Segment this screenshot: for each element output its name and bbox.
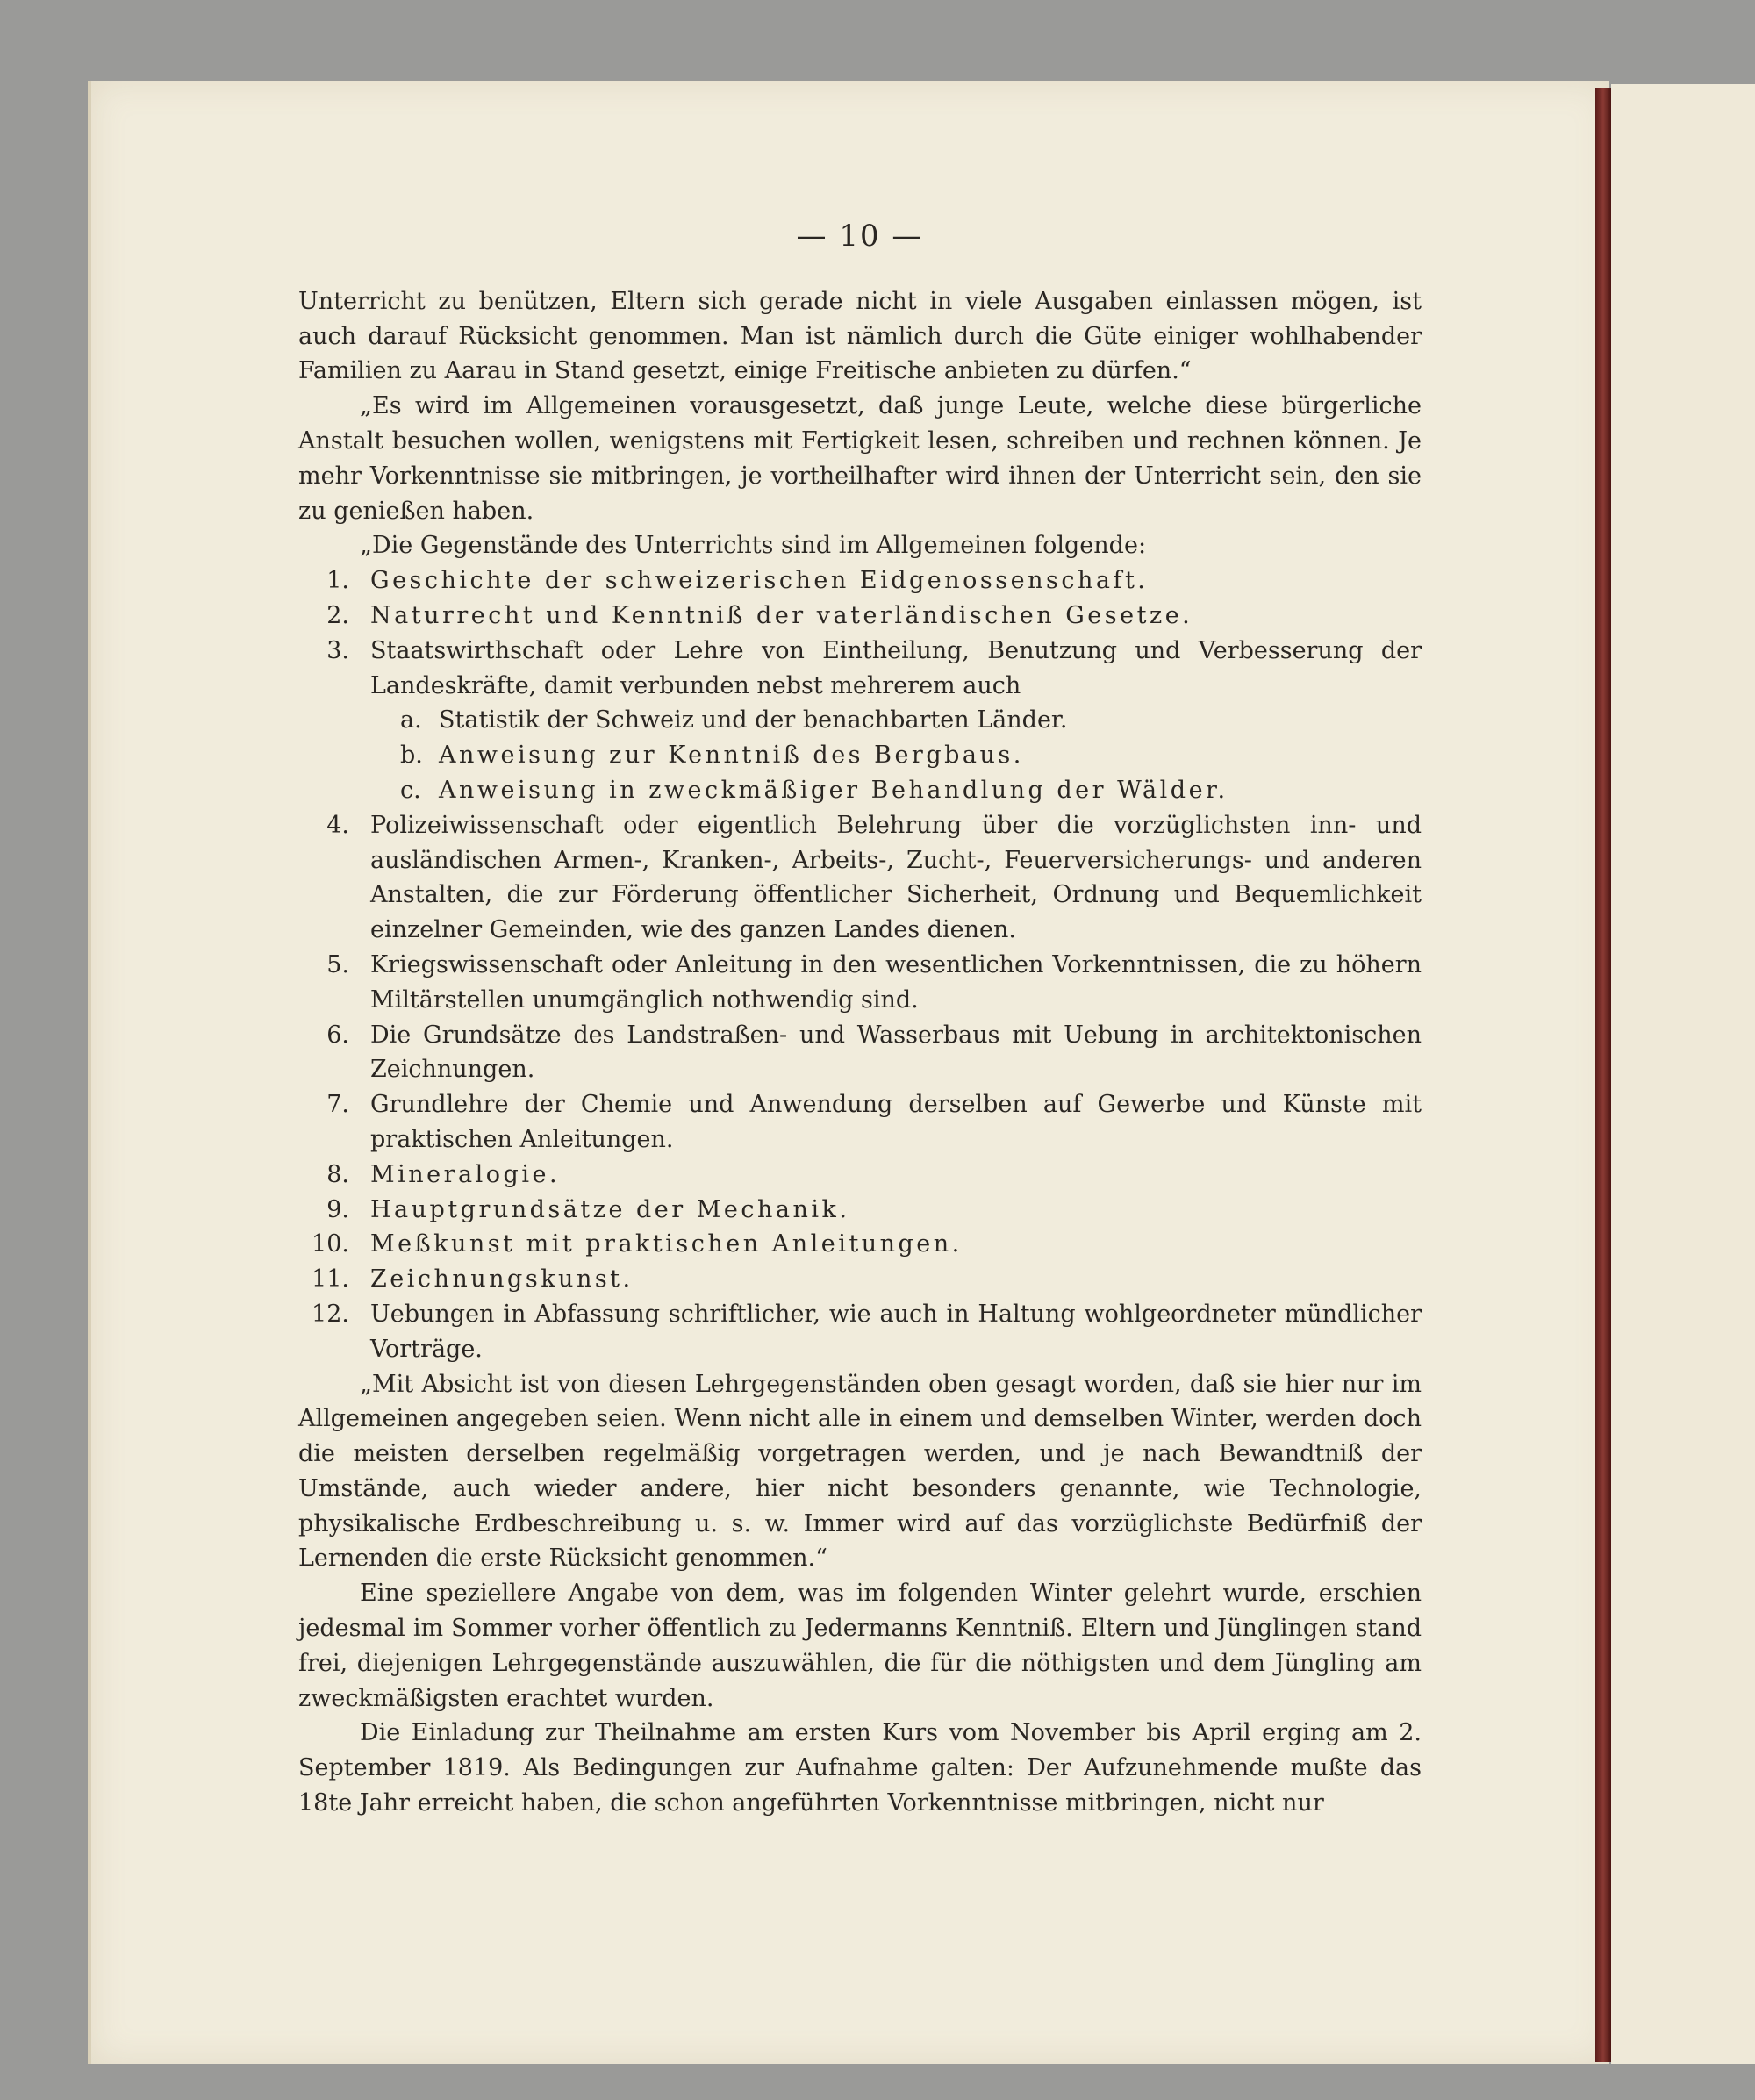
list-item xyxy=(298,1018,1422,1088)
sub-list-text: Statistik der Schweiz und der benachbarten Länder. xyxy=(439,706,1068,735)
list-number: 3. xyxy=(326,636,349,664)
page-content xyxy=(298,219,1422,1821)
sub-list-item xyxy=(298,703,1422,738)
list-item xyxy=(298,1087,1422,1158)
list-item xyxy=(298,1297,1422,1367)
list-text: Mineralogie. xyxy=(370,1160,561,1188)
list-item xyxy=(298,1227,1422,1262)
list-text: Uebungen in Abfassung schriftlicher, wie auch in Haltung wohlgeordneter mündlicher Vorträge. xyxy=(370,1300,1422,1363)
list-number: 2. xyxy=(326,601,349,629)
sub-list-text: Anweisung in zweckmäßiger Behandlung der Wälder. xyxy=(439,776,1228,804)
sub-list-item xyxy=(298,738,1422,773)
paragraph: Unterricht zu benützen, Eltern sich gerade nicht in viele Ausgaben einlassen mögen, ist auch darauf Rücksicht genommen. Man ist nämlich durch die Güte einiger wohlhabender Familien zu Aarau in Stand gesetzt, einige Freitische anbieten zu dürfen.“ xyxy=(298,287,1422,385)
list-number: 4. xyxy=(326,811,349,839)
paragraph: „Mit Absicht ist von diesen Lehrgegenständen oben gesagt worden, daß sie hier nur im Allgemeinen angegeben seien. Wenn nicht alle in einem und demselben Winter, werden doch die meisten derselben regelmäßig vorgetragen werden, und je nach Bewandtniß der Umstände, auch wieder andere, hier nicht besonders genannte, wie Technologie, physikalische Erdbeschreibung u. s. w. Immer wird auf das vorzüglichste Bedürfniß der Lernenden die erste Rücksicht genommen.“ xyxy=(298,1370,1422,1573)
list-text: Hauptgrundsätze der Mechanik. xyxy=(370,1195,850,1223)
sub-list-letter: c. xyxy=(400,776,421,804)
sub-list-letter: b. xyxy=(400,742,423,770)
list-number: 7. xyxy=(326,1091,349,1119)
list-item xyxy=(298,563,1422,598)
list-item xyxy=(298,948,1422,1018)
book-binding xyxy=(1595,88,1611,2062)
list-number: 8. xyxy=(326,1160,349,1188)
paragraph: „Die Gegenstände des Unterrichts sind im Allgemeinen folgende: xyxy=(360,532,1147,560)
paragraph: „Es wird im Allgemeinen vorausgesetzt, daß junge Leute, welche diese bürgerliche Anstalt besuchen wollen, wenigstens mit Fertigkeit lesen, schreiben und rechnen können. Je mehr Vorkenntnisse sie mitbringen, je vortheilhafter wird ihnen der Unterricht sein, den sie zu genießen haben. xyxy=(298,392,1422,525)
list-number: 1. xyxy=(326,567,349,595)
list-number: 9. xyxy=(326,1195,349,1223)
facing-page xyxy=(1611,84,1755,2064)
list-number: 5. xyxy=(326,950,349,978)
page-number: — 10 — xyxy=(796,219,924,254)
paragraph: Die Einladung zur Theilnahme am ersten Kurs vom November bis April erging am 2. September 1819. Als Bedingungen zur Aufnahme galten: Der Aufzunehmende mußte das 18te Jahr erreicht haben, die schon angeführten Vorkenntnisse mitbringen, nicht nur xyxy=(298,1719,1422,1817)
list-text: Grundlehre der Chemie und Anwendung derselben auf Gewerbe und Künste mit praktischen Anleitungen. xyxy=(370,1091,1422,1153)
list-item xyxy=(298,634,1422,704)
list-text: Staatswirthschaft oder Lehre von Eintheilung, Benutzung und Verbesserung der Landeskräfte, damit verbunden nebst mehrerem auch xyxy=(370,636,1422,699)
list-item xyxy=(298,808,1422,948)
list-item xyxy=(298,1158,1422,1193)
list-text: Die Grundsätze des Landstraßen- und Wasserbaus mit Uebung in architektonischen Zeichnungen. xyxy=(370,1021,1422,1084)
list-text: Geschichte der schweizerischen Eidgenossenschaft. xyxy=(370,567,1149,595)
list-number: 11. xyxy=(312,1265,349,1294)
list-item xyxy=(298,598,1422,634)
list-text: Zeichnungskunst. xyxy=(370,1265,634,1294)
list-number: 10. xyxy=(312,1230,349,1258)
paragraph: Eine speziellere Angabe von dem, was im folgenden Winter gelehrt wurde, erschien jedesmal im Sommer vorher öffentlich zu Jedermanns Kenntniß. Eltern und Jünglingen stand frei, diejenigen Lehrgegenstände auszuwählen, die für die nöthigsten und dem Jüngling am zweckmäßigsten erachtet wurden. xyxy=(298,1580,1422,1712)
list-text: Polizeiwissenschaft oder eigentlich Belehrung über die vorzüglichsten inn- und ausländischen Armen-, Kranken-, Arbeits-, Zucht-, Feuerversicherungs- und anderen Anstalten, die zur Förderung öffentlicher Sicherheit, Ordnung und Bequemlichkeit einzelner Gemeinden, wie des ganzen Landes dienen. xyxy=(370,811,1422,944)
list-item xyxy=(298,1262,1422,1297)
list-number: 6. xyxy=(326,1021,349,1049)
list-item xyxy=(298,1193,1422,1228)
list-number: 12. xyxy=(312,1300,349,1328)
sub-list-letter: a. xyxy=(400,706,422,735)
list-text: Meßkunst mit praktischen Anleitungen. xyxy=(370,1230,963,1258)
list-text: Naturrecht und Kenntniß der vaterländischen Gesetze. xyxy=(370,601,1193,629)
sub-list-item xyxy=(298,773,1422,808)
list-text: Kriegswissenschaft oder Anleitung in den wesentlichen Vorkenntnissen, die zu höhern Miltärstellen unumgänglich nothwendig sind. xyxy=(370,950,1422,1014)
sub-list-text: Anweisung zur Kenntniß des Bergbaus. xyxy=(439,742,1024,770)
